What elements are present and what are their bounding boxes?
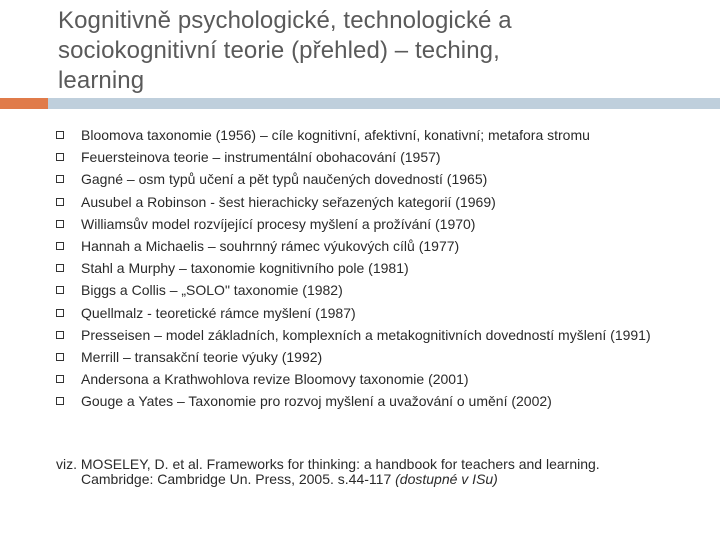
hollow-square-icon xyxy=(56,153,64,161)
hollow-square-icon xyxy=(56,131,64,139)
hollow-square-icon xyxy=(56,331,64,339)
hollow-square-icon xyxy=(56,309,64,317)
reference-line-1: viz. MOSELEY, D. et al. Frameworks for thinking: a handbook for teachers and learning. xyxy=(56,456,600,472)
list-item: Quellmalz - teoretické rámce myšlení (1987) xyxy=(56,305,696,321)
list-item: Merrill – transakční teorie výuky (1992) xyxy=(56,349,696,365)
hollow-square-icon xyxy=(56,375,64,383)
list-item: Biggs a Collis – „SOLO" taxonomie (1982) xyxy=(56,282,696,298)
reference-line-2: Cambridge: Cambridge Un. Press, 2005. s.44-117 (dostupné v ISu) xyxy=(81,471,498,487)
title-line-1: Kognitivně psychologické, technologické a xyxy=(58,7,512,34)
title-line-3: learning xyxy=(58,67,145,94)
list-item: Williamsův model rozvíjející procesy myšlení a prožívání (1970) xyxy=(56,216,696,232)
hollow-square-icon xyxy=(56,264,64,272)
theory-list xyxy=(56,127,696,415)
list-item: Gouge a Yates – Taxonomie pro rozvoj myšlení a uvažování o umění (2002) xyxy=(56,393,696,409)
hollow-square-icon xyxy=(56,175,64,183)
title-accent-bar xyxy=(0,98,48,109)
list-item: Ausubel a Robinson - šest hierachicky seřazených kategorií (1969) xyxy=(56,194,696,210)
list-item: Bloomova taxonomie (1956) – cíle kognitivní, afektivní, konativní; metafora stromu xyxy=(56,127,696,143)
list-item: Hannah a Michaelis – souhrnný rámec výukových cílů (1977) xyxy=(56,238,696,254)
hollow-square-icon xyxy=(56,220,64,228)
hollow-square-icon xyxy=(56,397,64,405)
title-underline-bar xyxy=(48,98,720,109)
slide-title xyxy=(58,6,698,96)
list-item: Gagné – osm typů učení a pět typů naučených dovedností (1965) xyxy=(56,171,696,187)
hollow-square-icon xyxy=(56,286,64,294)
reference-note xyxy=(56,457,696,487)
availability-note: (dostupné v ISu) xyxy=(395,471,498,487)
hollow-square-icon xyxy=(56,198,64,206)
hollow-square-icon xyxy=(56,242,64,250)
list-item: Andersona a Krathwohlova revize Bloomovy taxonomie (2001) xyxy=(56,371,696,387)
title-line-2: sociokognitivní teorie (přehled) – teching, xyxy=(58,37,500,64)
list-item: Presseisen – model základních, komplexních a metakognitivních dovedností myšlení (1991) xyxy=(56,327,696,343)
list-item: Stahl a Murphy – taxonomie kognitivního pole (1981) xyxy=(56,260,696,276)
list-item: Feuersteinova teorie – instrumentální obohacování (1957) xyxy=(56,149,696,165)
hollow-square-icon xyxy=(56,353,64,361)
